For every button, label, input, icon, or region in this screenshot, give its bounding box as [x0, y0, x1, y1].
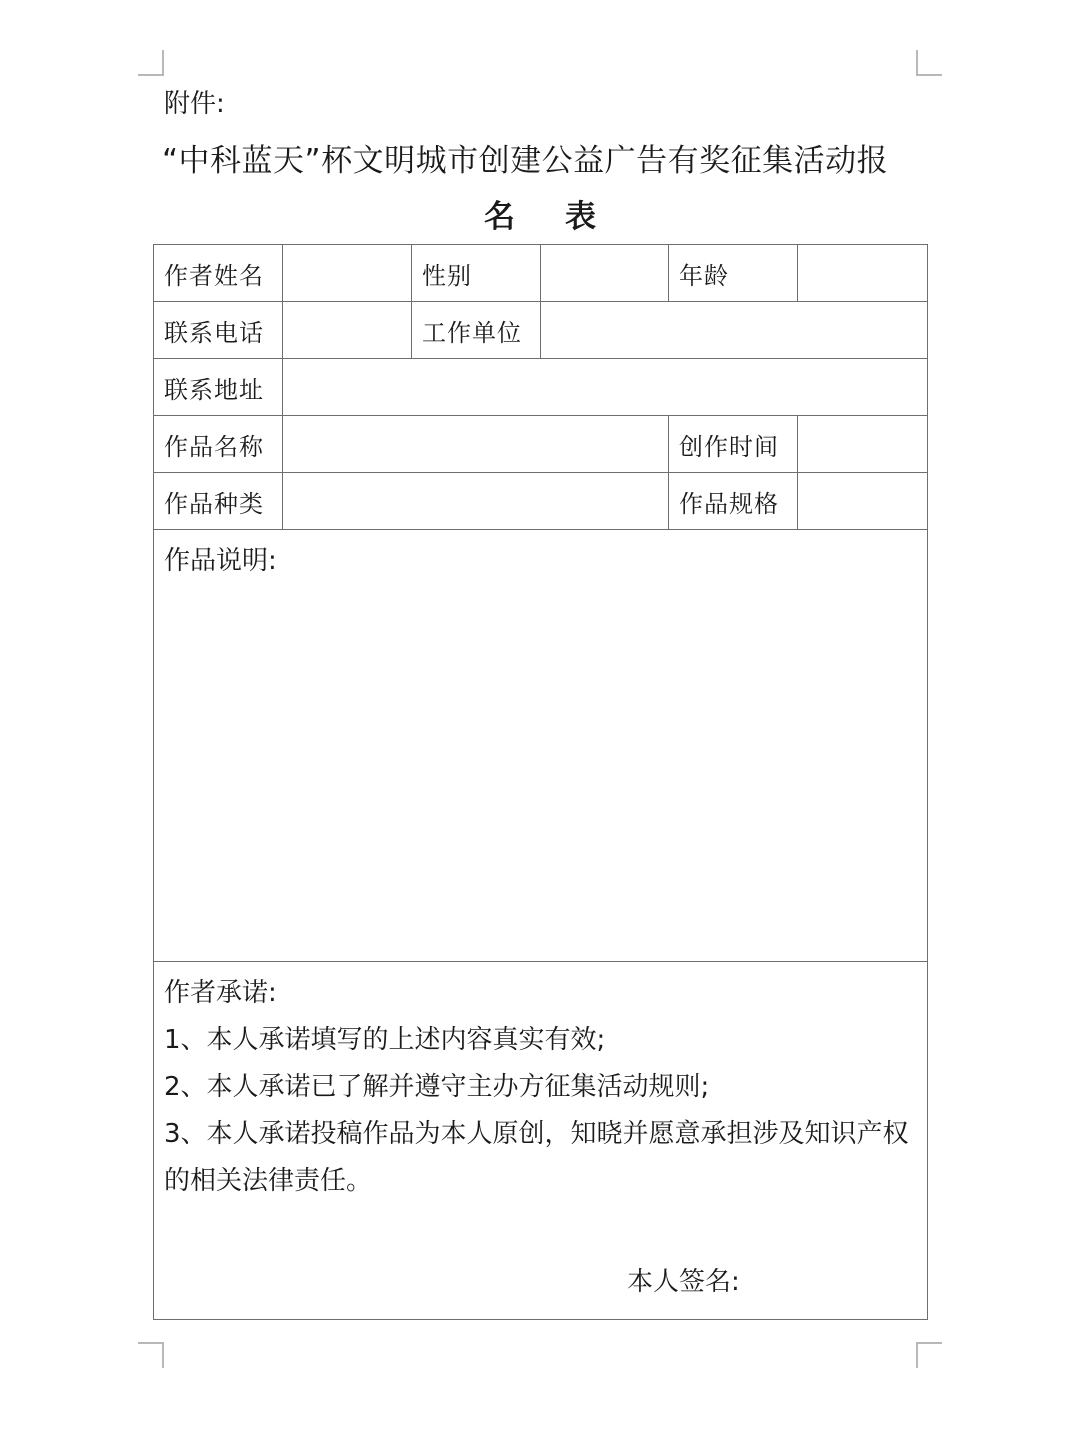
work-description-label: 作品说明: [164, 546, 277, 576]
age-field[interactable] [798, 245, 928, 302]
table-row [154, 359, 928, 416]
work-type-label: 作品种类 [154, 473, 283, 530]
table-row [154, 962, 928, 1320]
work-type-field[interactable] [283, 473, 669, 530]
page-corner-mark-bottom-right [916, 1342, 942, 1368]
signature-label: 本人签名: [627, 1267, 740, 1297]
gender-label: 性别 [412, 245, 541, 302]
page-corner-mark-bottom-left [138, 1342, 164, 1368]
page-corner-mark-top-left [138, 50, 164, 76]
page-corner-mark-top-right [916, 50, 942, 76]
work-unit-label: 工作单位 [412, 302, 541, 359]
table-row [154, 473, 928, 530]
table-row [154, 530, 928, 962]
work-unit-field[interactable] [541, 302, 928, 359]
work-description-area[interactable] [154, 530, 928, 962]
commitment-item-3: 3、本人承诺投稿作品为本人原创，知晓并愿意承担涉及知识产权的相关法律责任。 [164, 1119, 909, 1196]
commitment-item-2: 2、本人承诺已了解并遵守主办方征集活动规则; [164, 1072, 710, 1102]
author-name-label: 作者姓名 [154, 245, 283, 302]
table-row [154, 245, 928, 302]
table-row [154, 302, 928, 359]
address-field[interactable] [283, 359, 928, 416]
form-title-line1: “中科蓝天”杯文明城市创建公益广告有奖征集活动报 [162, 143, 889, 179]
work-title-label: 作品名称 [154, 416, 283, 473]
work-spec-field[interactable] [798, 473, 928, 530]
attachment-label: 附件: [164, 89, 225, 119]
phone-label: 联系电话 [154, 302, 283, 359]
work-title-field[interactable] [283, 416, 669, 473]
form-title-line2: 名表 [484, 199, 646, 235]
phone-field[interactable] [283, 302, 412, 359]
work-spec-label: 作品规格 [669, 473, 798, 530]
age-label: 年龄 [669, 245, 798, 302]
author-commitment-area [154, 962, 928, 1320]
commitment-item-1: 1、本人承诺填写的上述内容真实有效; [164, 1025, 606, 1055]
gender-field[interactable] [541, 245, 669, 302]
creation-time-field[interactable] [798, 416, 928, 473]
commitment-heading: 作者承诺: [164, 978, 277, 1008]
table-row [154, 416, 928, 473]
author-name-field[interactable] [283, 245, 412, 302]
registration-form-table [153, 244, 928, 1320]
address-label: 联系地址 [154, 359, 283, 416]
creation-time-label: 创作时间 [669, 416, 798, 473]
